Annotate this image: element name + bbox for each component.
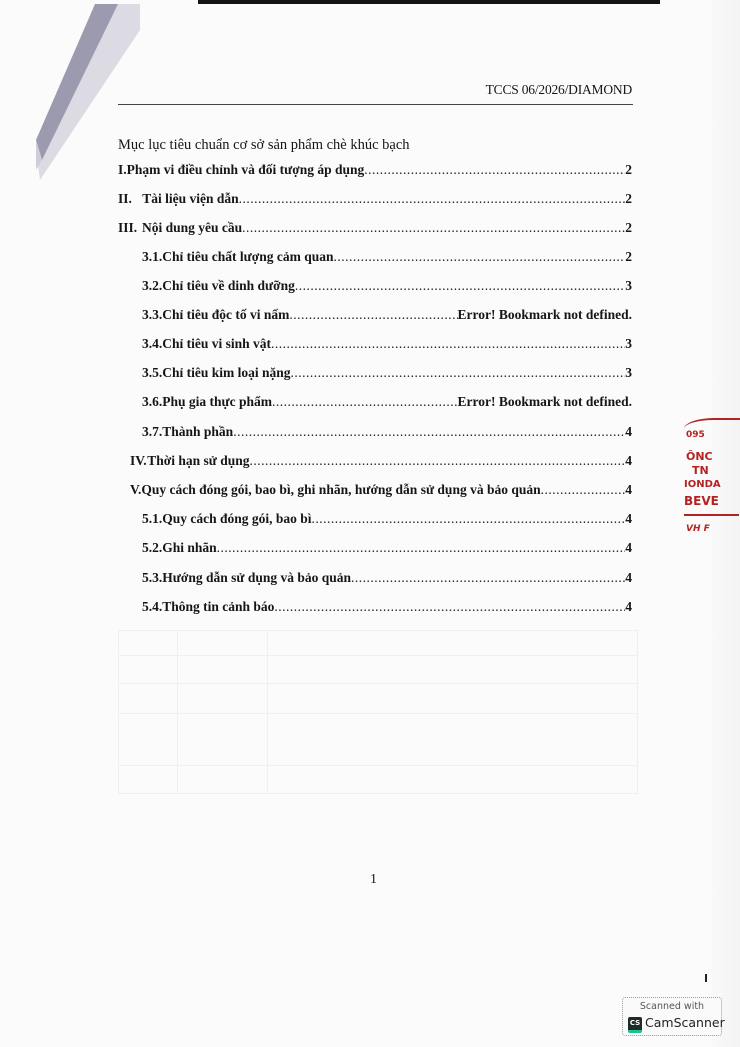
toc-entry-i[interactable] xyxy=(118,162,632,178)
ghost-row-line xyxy=(119,765,637,766)
toc-number: IV. xyxy=(130,453,147,468)
toc-label: Tài liệu viện dẫn xyxy=(142,191,239,206)
scanner-top-edge xyxy=(198,0,660,4)
toc-label: Chỉ tiêu độc tố vi nấm xyxy=(162,307,290,322)
toc-title: Mục lục tiêu chuẩn cơ sở sản phẩm chè khúc bạch xyxy=(118,137,410,153)
toc-leader-dots xyxy=(271,336,625,352)
toc-entry-5-2[interactable] xyxy=(142,540,632,556)
toc-entry-5-1[interactable] xyxy=(142,511,632,527)
toc-page: 2 xyxy=(625,162,632,177)
toc-leader-dots xyxy=(351,570,625,586)
toc-label: Chỉ tiêu vi sinh vật xyxy=(162,336,272,351)
toc-leader-dots xyxy=(274,599,625,615)
toc-number: 5.2. xyxy=(142,540,163,555)
company-stamp xyxy=(676,418,740,548)
toc-page: 3 xyxy=(625,278,632,293)
toc-entry-v[interactable] xyxy=(130,482,632,498)
toc-leader-dots xyxy=(272,394,458,410)
toc-entry-3-3[interactable] xyxy=(142,307,632,323)
toc-page: 3 xyxy=(625,365,632,380)
toc-page: 4 xyxy=(625,482,632,497)
toc-number: 3.5. xyxy=(142,365,163,380)
toc-label: Chỉ tiêu chất lượng cảm quan xyxy=(162,249,334,264)
toc-page: 3 xyxy=(625,336,632,351)
toc-leader-dots xyxy=(312,511,626,527)
ghost-row-line xyxy=(119,683,637,684)
watermark-caption: Scanned with xyxy=(639,1001,705,1012)
toc-number: III. xyxy=(118,220,138,235)
toc-entry-3-1[interactable] xyxy=(142,249,632,265)
stamp-text: BEVE xyxy=(684,494,719,508)
toc-label: Thông tin cảnh báo xyxy=(162,599,275,614)
toc-page: 2 xyxy=(625,191,632,206)
document-code: TCCS 06/2026/DIAMOND xyxy=(485,82,632,97)
toc-number: 3.6. xyxy=(142,394,163,409)
toc-page: 4 xyxy=(625,570,632,585)
toc-number: II. xyxy=(118,191,132,206)
toc-label: Hướng dẫn sử dụng và bảo quản xyxy=(162,570,352,585)
toc-number: 3.4. xyxy=(142,336,163,351)
page-number: 1 xyxy=(370,872,377,887)
ghost-col-line xyxy=(177,631,178,793)
toc-leader-dots xyxy=(250,453,626,469)
toc-page: 4 xyxy=(625,453,632,468)
toc-entry-3-2[interactable] xyxy=(142,278,632,294)
ghost-col-line xyxy=(267,631,268,793)
toc-number: 3.7. xyxy=(142,424,163,439)
bleed-through-table xyxy=(118,630,638,794)
toc-label: Thành phần xyxy=(162,424,234,439)
toc-number: 3.1. xyxy=(142,249,163,264)
stamp-text: ÔNC xyxy=(686,450,713,463)
toc-entry-3-5[interactable] xyxy=(142,365,632,381)
toc-entry-5-4[interactable] xyxy=(142,599,632,615)
toc-number: 5.4. xyxy=(142,599,163,614)
toc-leader-dots xyxy=(217,540,626,556)
toc-entry-iv[interactable] xyxy=(130,453,632,469)
toc-page: 2 xyxy=(625,220,632,235)
toc-number: 5.3. xyxy=(142,570,163,585)
toc-number: 5.1. xyxy=(142,511,163,526)
ghost-row-line xyxy=(119,713,637,714)
toc-label: Quy cách đóng gói, bao bì xyxy=(162,511,312,526)
toc-leader-dots xyxy=(233,424,625,440)
toc-page: 4 xyxy=(625,599,632,614)
toc-leader-dots xyxy=(289,307,457,323)
toc-page-error: Error! Bookmark not defined. xyxy=(457,394,632,409)
toc-entry-5-3[interactable] xyxy=(142,570,632,586)
stamp-text: 095 xyxy=(686,430,705,440)
toc-entry-3-4[interactable] xyxy=(142,336,632,352)
toc-leader-dots xyxy=(239,191,626,207)
toc-leader-dots xyxy=(364,162,625,178)
toc-label: Nội dung yêu cầu xyxy=(141,220,243,235)
toc-number: V. xyxy=(130,482,142,497)
toc-label: Ghi nhãn xyxy=(162,540,217,555)
toc-label: Phụ gia thực phẩm xyxy=(162,394,272,409)
camscanner-watermark xyxy=(622,997,725,1036)
toc-label: Chỉ tiêu kim loại nặng xyxy=(162,365,291,380)
toc-leader-dots xyxy=(541,482,626,498)
toc-number: I. xyxy=(118,162,127,177)
toc-page: 4 xyxy=(625,511,632,526)
toc-entry-3-7[interactable] xyxy=(142,424,632,440)
toc-entry-3-6[interactable] xyxy=(142,394,632,410)
header-divider xyxy=(118,104,633,105)
toc-page: 4 xyxy=(625,540,632,555)
toc-number: 3.3. xyxy=(142,307,163,322)
ghost-row-line xyxy=(119,655,637,656)
toc-leader-dots xyxy=(291,365,626,381)
stamp-text: IONDA xyxy=(684,479,721,490)
toc-leader-dots xyxy=(242,220,625,236)
toc-label: Quy cách đóng gói, bao bì, ghi nhãn, hướng dẫn sử dụng và bảo quản xyxy=(141,482,541,497)
toc-number: 3.2. xyxy=(142,278,163,293)
camscanner-logo-icon: CS xyxy=(628,1017,642,1033)
toc-page: 4 xyxy=(625,424,632,439)
watermark-brand: CamScanner xyxy=(645,1015,725,1030)
toc-label: Phạm vi điều chỉnh và đối tượng áp dụng xyxy=(126,162,365,177)
toc-leader-dots xyxy=(295,278,625,294)
toc-label: Chỉ tiêu về dinh dưỡng xyxy=(162,278,295,293)
toc-page: 2 xyxy=(625,249,632,264)
scan-mark xyxy=(705,974,707,982)
toc-entry-ii[interactable] xyxy=(118,191,632,207)
toc-entry-iii[interactable] xyxy=(118,220,632,236)
toc-leader-dots xyxy=(333,249,625,265)
stamp-text: TN xyxy=(692,464,709,477)
toc-page-error: Error! Bookmark not defined. xyxy=(457,307,632,322)
toc-label: Thời hạn sử dụng xyxy=(147,453,250,468)
stamp-text: VH F xyxy=(686,524,710,534)
